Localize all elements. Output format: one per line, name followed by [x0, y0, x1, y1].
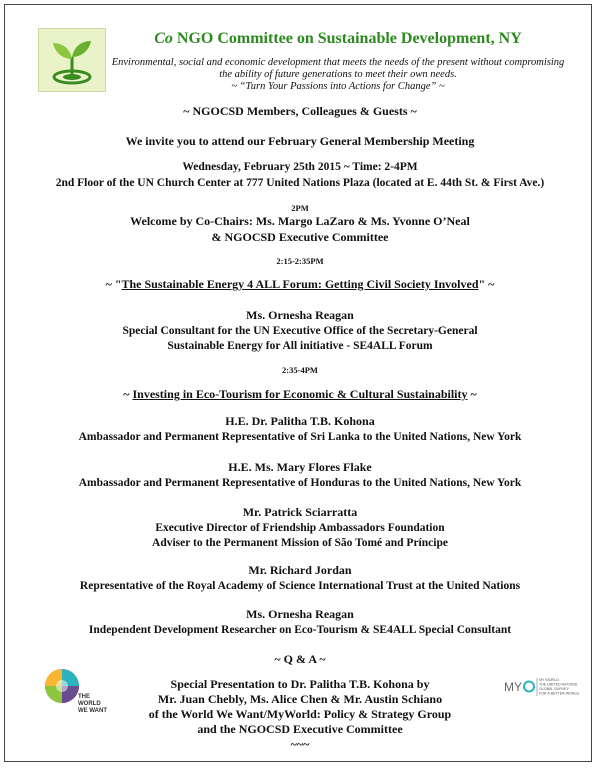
- welcome-line-1: Welcome by Co-Chairs: Ms. Margo LaZaro & Ms. Yvonne O’Neal: [130, 214, 470, 228]
- welcome-line-2: & NGOCSD Executive Committee: [211, 230, 389, 244]
- myworld-circle-icon: [524, 682, 534, 692]
- ngocsd-sprout-logo: [38, 28, 106, 92]
- tagline-line-2: the ability of future generations to meet their own needs.: [219, 69, 457, 80]
- invitation: We invite you to attend our February General Membership Meeting: [125, 134, 475, 148]
- sprout-icon: [39, 29, 105, 91]
- tagline-line-1: Environmental, social and economic development that meets the needs of the present without compromising: [111, 57, 565, 68]
- speaker-role: Ambassador and Permanent Representative of Honduras to the United Nations, New York: [78, 477, 522, 489]
- meeting-datetime: Wednesday, February 25th 2015 ~ Time: 2-4PM: [182, 161, 418, 173]
- session1-speaker-role-1: Special Consultant for the UN Executive Office of the Secretary-General: [122, 325, 478, 337]
- speaker-role: Representative of the Royal Academy of Science International Trust at the United Nations: [79, 580, 521, 592]
- meeting-location: 2nd Floor of the UN Church Center at 777 United Nations Plaza (located at E. 44th St. & First Ave.): [55, 177, 545, 189]
- presentation-line-1: Special Presentation to Dr. Palitha T.B. Kohona by: [170, 677, 430, 691]
- session2-title: ~ Investing in Eco-Tourism for Economic & Cultural Sustainability ~: [123, 387, 477, 401]
- myworld-text-3: GLOBAL SURVEY: [539, 687, 569, 691]
- world-we-want-logo: [40, 662, 107, 718]
- globe-icon: [40, 662, 107, 718]
- myworld-text-1: MY WORLD.: [539, 678, 560, 682]
- speaker-name: Mr. Richard Jordan: [248, 563, 352, 577]
- wwm-text-3: WE WANT: [78, 708, 107, 714]
- speaker-role: Adviser to the Permanent Mission of São Tomé and Príncipe: [152, 537, 448, 549]
- speaker-name: Ms. Ornesha Reagan: [246, 607, 354, 621]
- session1-speaker-role-2: Sustainable Energy for All initiative - SE4ALL Forum: [167, 340, 433, 352]
- myworld-mark: [504, 676, 581, 698]
- tagline: [110, 57, 566, 93]
- presentation-line-4: and the NGOCSD Executive Committee: [197, 722, 403, 736]
- speaker-name: H.E. Dr. Palitha T.B. Kohona: [225, 414, 375, 428]
- speaker-name: H.E. Ms. Mary Flores Flake: [228, 460, 372, 474]
- myworld-logo: [504, 676, 581, 698]
- myworld-brand: MY: [504, 680, 522, 694]
- closing-flourish: ~~~: [290, 737, 310, 751]
- speaker-name: Mr. Patrick Sciarratta: [242, 505, 358, 519]
- qa-heading: ~ Q & A ~: [274, 652, 326, 666]
- page-title: Co NGO Committee on Sustainable Development, NY: [154, 30, 522, 47]
- session2-time: 2:35-4PM: [282, 365, 318, 375]
- greeting: ~ NGOCSD Members, Colleagues & Guests ~: [183, 104, 417, 118]
- speaker-role: Ambassador and Permanent Representative of Sri Lanka to the United Nations, New York: [78, 431, 522, 443]
- myworld-text-2: THE UNITED NATIONS: [539, 682, 578, 687]
- session1-time: 2:15-2:35PM: [276, 256, 324, 266]
- presentation-line-2: Mr. Juan Chebly, Ms. Alice Chen & Mr. Austin Schiano: [157, 692, 443, 706]
- session1-title: ~ "The Sustainable Energy 4 ALL Forum: Getting Civil Society Involved" ~: [105, 277, 495, 291]
- presentation-line-3: of the World We Want/MyWorld: Policy & Strategy Group: [148, 707, 452, 721]
- wwm-text-2: WORLD: [78, 701, 101, 707]
- welcome-time: 2PM: [291, 203, 309, 213]
- wwm-text-1: THE: [78, 694, 90, 700]
- myworld-text-4: FOR A BETTER WORLD.: [539, 691, 581, 696]
- motto: ~ “Turn Your Passions into Actions for Change” ~: [231, 81, 445, 92]
- speaker-role: Executive Director of Friendship Ambassadors Foundation: [155, 522, 445, 534]
- speaker-role: Independent Development Researcher on Eco-Tourism & SE4ALL Special Consultant: [88, 624, 512, 636]
- session1-speaker-name: Ms. Ornesha Reagan: [246, 308, 354, 322]
